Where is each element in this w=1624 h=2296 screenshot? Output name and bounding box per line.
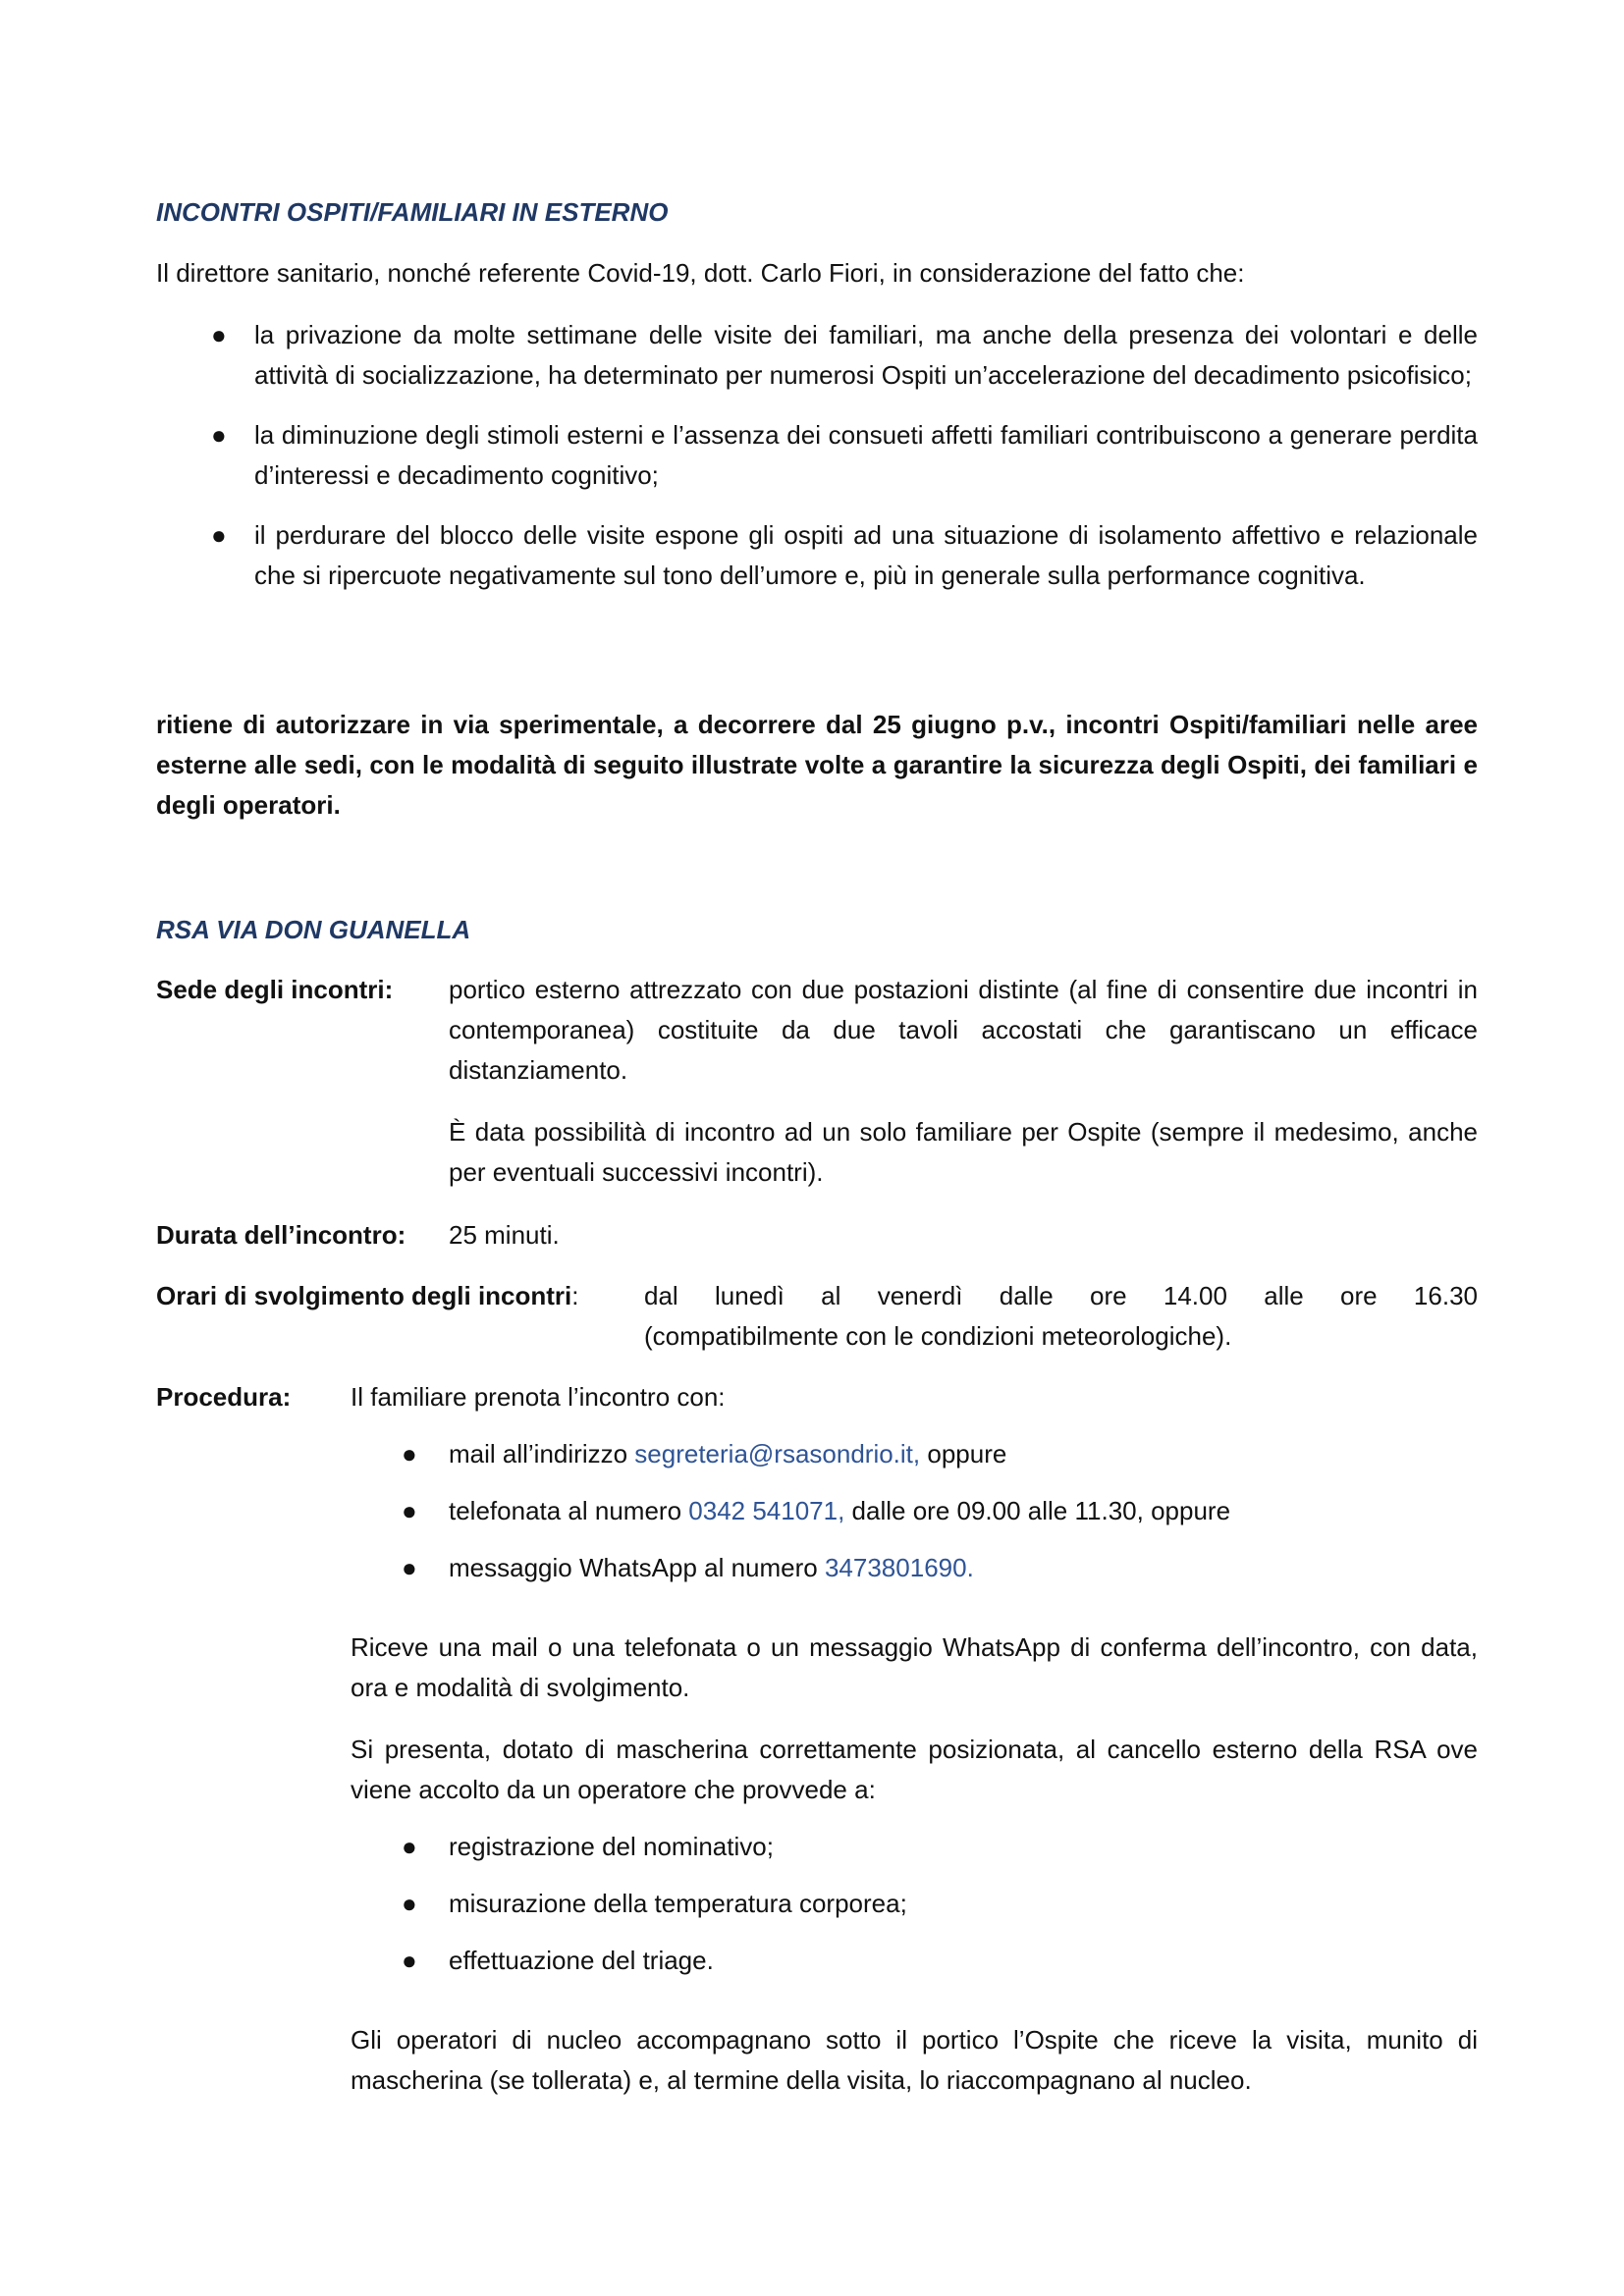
list-item: ● misurazione della temperatura corporea;	[351, 1884, 1478, 1924]
considerations-list	[156, 315, 1478, 615]
bullet-icon: ●	[402, 1889, 417, 1918]
list-item: ● messaggio WhatsApp al numero 3473801690.	[351, 1548, 1478, 1588]
conclusion-paragraph: ritiene di autorizzare in via sperimentale, a decorrere dal 25 giugno p.v., incontri Ospiti/familiari nelle aree esterne alle sedi, con le modalità di seguito illustrate volte a garantire la sicurezza degli Ospiti, dei familiari e degli operatori.	[156, 710, 1478, 820]
bullet-icon: ●	[402, 1553, 417, 1582]
orari-value	[644, 1276, 1478, 1357]
sede-label: Sede degli incontri:	[156, 975, 394, 1004]
list-item: ● telefonata al numero 0342 541071, dalle ore 09.00 alle 11.30, oppure	[351, 1491, 1478, 1531]
list-item: ● registrazione del nominativo;	[351, 1827, 1478, 1867]
presenta-paragraph: Si presenta, dotato di mascherina correttamente posizionata, al cancello esterno della RSA ove viene accolto da un operatore che provvede a:	[351, 1735, 1478, 1804]
bullet-icon: ●	[402, 1832, 417, 1861]
orari-line-1: dal lunedì al venerdì dalle ore 14.00 alle ore 16.30	[644, 1281, 1478, 1310]
durata-value: 25 minuti.	[449, 1220, 560, 1250]
durata-label: Durata dell’incontro:	[156, 1220, 406, 1250]
contact-list	[351, 1434, 1478, 1588]
operatori-paragraph: Gli operatori di nucleo accompagnano sotto il portico l’Ospite che riceve la visita, munito di mascherina (se tollerata) e, al termine della visita, lo riaccompagnano al nucleo.	[351, 2025, 1478, 2095]
email-link[interactable]: segreteria@rsasondrio.it,	[634, 1439, 921, 1468]
list-item: ● la privazione da molte settimane delle visite dei familiari, ma anche della presenza dei volontari e delle attività di socializzazione, ha determinato per numerosi Ospiti un’accelerazione del decadimento psicofisico;	[156, 315, 1478, 396]
list-item: ● il perdurare del blocco delle visite espone gli ospiti ad una situazione di isolamento affettivo e relazionale che si ripercuote negativamente sul tono dell’umore e, più in generale sulla performance cognitiva.	[156, 515, 1478, 596]
bullet-icon: ●	[402, 1439, 417, 1468]
list-item: ● la diminuzione degli stimoli esterni e l’assenza dei consueti affetti familiari contribuiscono a generare perdita d’interessi e decadimento cognitivo;	[156, 415, 1478, 496]
list-item: ● mail all’indirizzo segreteria@rsasondrio.it, oppure	[351, 1434, 1478, 1474]
bullet-icon: ●	[211, 320, 227, 349]
sede-paragraph-1: portico esterno attrezzato con due postazioni distinte (al fine di consentire due incontri in contemporanea) costituite da due tavoli accostati che garantiscano un efficace distanziamento.	[449, 975, 1478, 1085]
whatsapp-link[interactable]: 3473801690.	[824, 1553, 974, 1582]
section-title-rsa: RSA VIA DON GUANELLA	[156, 915, 471, 944]
procedura-intro: Il familiare prenota l’incontro con:	[351, 1382, 726, 1412]
orari-line-2: (compatibilmente con le condizioni meteorologiche).	[644, 1321, 1232, 1351]
orari-label: Orari di svolgimento degli incontri:	[156, 1281, 579, 1310]
bullet-icon: ●	[211, 520, 227, 550]
procedura-value	[351, 1377, 1478, 2122]
steps-list	[351, 1827, 1478, 1981]
bullet-icon: ●	[211, 420, 227, 450]
bullet-icon: ●	[402, 1496, 417, 1525]
list-item: ● effettuazione del triage.	[351, 1941, 1478, 1981]
phone-link[interactable]: 0342 541071,	[688, 1496, 845, 1525]
bullet-icon: ●	[402, 1946, 417, 1975]
conferma-paragraph: Riceve una mail o una telefonata o un messaggio WhatsApp di conferma dell’incontro, con data, ora e modalità di svolgimento.	[351, 1632, 1478, 1702]
intro-paragraph: Il direttore sanitario, nonché referente Covid-19, dott. Carlo Fiori, in considerazione del fatto che:	[156, 258, 1245, 288]
sede-value	[449, 970, 1478, 1214]
section-title-incontri: INCONTRI OSPITI/FAMILIARI IN ESTERNO	[156, 197, 669, 227]
procedura-label: Procedura:	[156, 1382, 292, 1412]
sede-paragraph-2: È data possibilità di incontro ad un solo familiare per Ospite (sempre il medesimo, anche per eventuali successivi incontri).	[449, 1117, 1478, 1187]
